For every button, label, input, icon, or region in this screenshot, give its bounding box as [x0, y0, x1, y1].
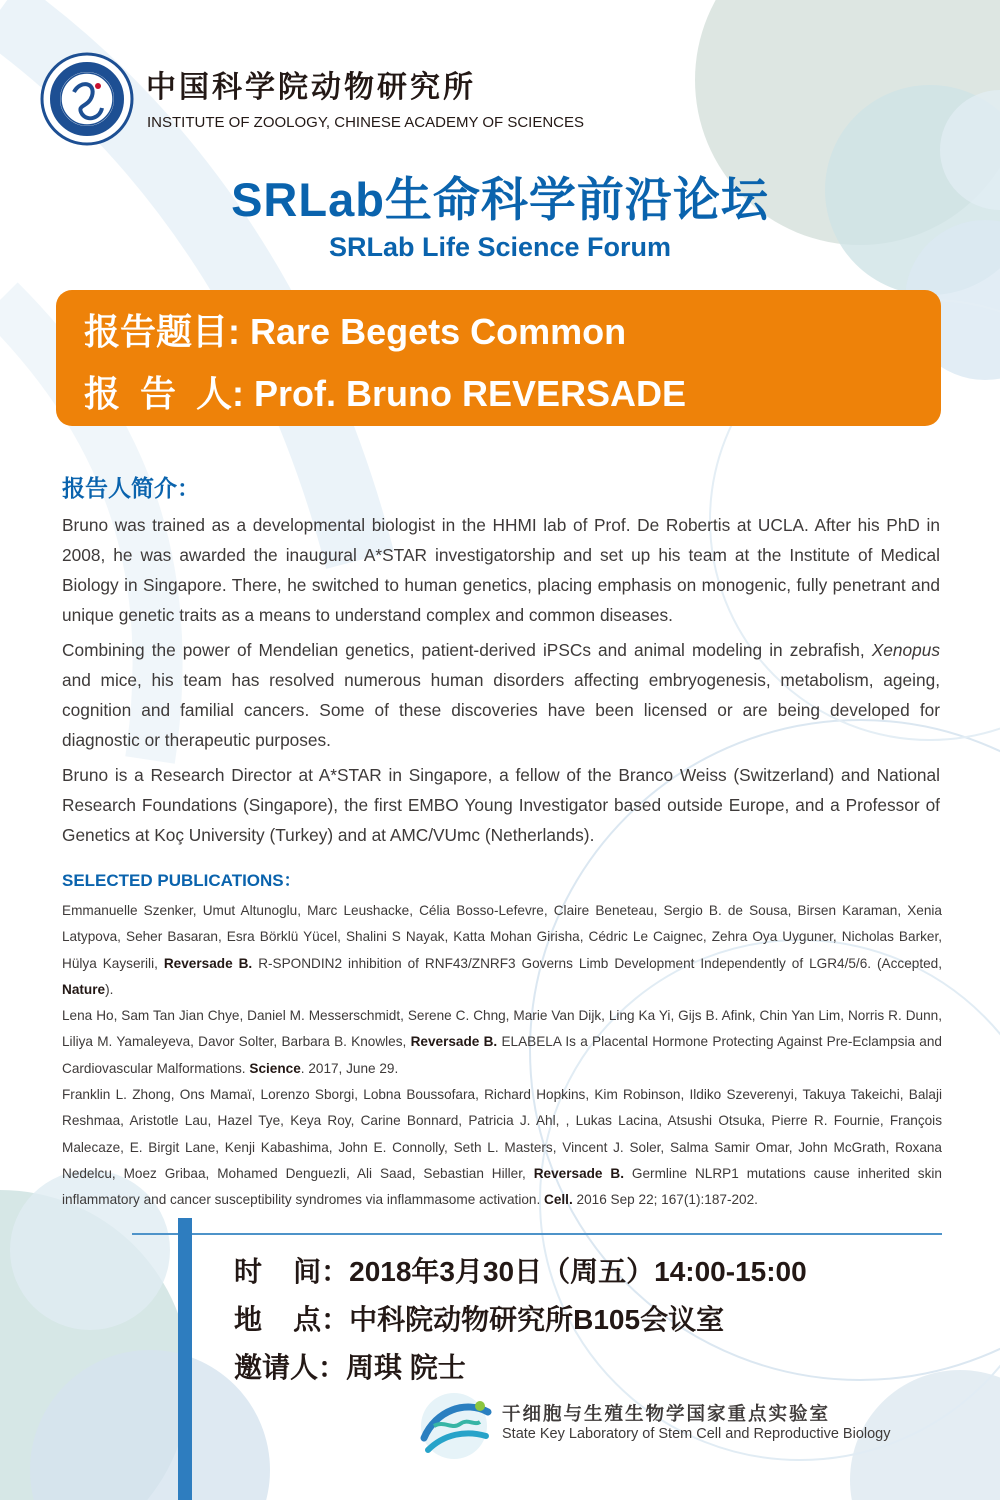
bio-paragraph-3: Bruno is a Research Director at A*STAR in Singapore, a fellow of the Branco Weiss (Switzerland) and National Research Foundations (Singapore), the first EMBO Young Investigator based outside Europe, and a Professor of Genetics at Koç University (Turkey) and at AMC/VUmc (Netherlands). — [62, 765, 940, 845]
publication-authors: Lena Ho, Sam Tan Jian Chye, Daniel M. Messerschmidt, Serene C. Chng, Marie Van Dijk, Ling Ka Yi, Gijs B. Afink, Chin Yan Lim, Norris R. Dunn, Liliya M. Yamaleyeva, Davor Solter, Barbara B. Knowles, — [62, 1008, 942, 1050]
publication-highlight-author: Reversade B. — [163, 955, 253, 971]
bio-paragraph-1: Bruno was trained as a developmental biologist in the HHMI lab of Prof. De Robertis at UCLA. After his PhD in 2008, he was awarded the inaugural A*STAR investigatorship and set up his team at the Institute of Medical Biology in Singapore. There, he switched to human genetics, placing emphasis on monogenic, fully penetrant and unique genetic traits as a means to understand complex and common diseases. — [62, 515, 940, 625]
event-place-row — [234, 1298, 724, 1338]
publication-title: ELABELA Is a Placental Hormone Protecting Against Pre-Eclampsia and Cardiovascular Malformations. — [62, 1034, 942, 1076]
event-time-label: 时 间： — [234, 1256, 350, 1287]
forum-title-cn: SRLab生命科学前沿论坛 — [231, 173, 769, 226]
institute-name-cn: 中国科学院动物研究所 — [146, 70, 476, 105]
bio-section — [62, 510, 940, 855]
publication-journal: Science — [249, 1060, 301, 1076]
publication-journal: Nature — [62, 981, 106, 997]
event-host-row — [234, 1346, 466, 1386]
publication-item — [62, 1003, 942, 1082]
talk-title-label: 报告题目: — [84, 311, 240, 352]
speaker-label: 报 告 人: — [84, 373, 244, 414]
event-host-label: 邀请人： — [234, 1352, 347, 1383]
publications-heading: SELECTED PUBLICATIONS： — [62, 871, 301, 890]
institute-name-en: INSTITUTE OF ZOOLOGY, CHINESE ACADEMY OF SCIENCES — [147, 114, 585, 131]
forum-title-en: SRLab Life Science Forum — [328, 232, 672, 262]
talk-banner — [56, 290, 941, 426]
lab-name-cn: 干细胞与生殖生物学国家重点实验室 — [502, 1404, 831, 1425]
bio-paragraph-2-start: Combining the power of Mendelian genetics, patient-derived iPSCs and animal modeling in zebrafish, — [62, 640, 865, 660]
speaker-name: Prof. Bruno REVERSADE — [254, 373, 687, 414]
bio-paragraph-2-end: and mice, his team has resolved numerous human disorders affecting embryogenesis, metabolism, ageing, cognition and familial cancers. Some of these discoveries have been licensed or are being developed for diagnostic or therapeutic purposes. — [62, 670, 940, 750]
event-time: 2018年3月30日（周五）14:00-15:00 — [349, 1256, 807, 1287]
event-time-row — [234, 1250, 807, 1290]
bio-heading: 报告人简介： — [62, 475, 200, 501]
publication-title: R-SPONDIN2 inhibition of RNF43/ZNRF3 Governs Limb Development Independently of LGR4/5/6. (Accepted, — [258, 955, 942, 971]
speaker-line — [84, 366, 686, 417]
event-host: 周琪 院士 — [346, 1352, 466, 1383]
publication-authors: Franklin L. Zhong, Ons Mamaï, Lorenzo Sborgi, Lobna Boussofara, Richard Hopkins, Kim Robinson, Ildiko Szeverenyi, Takuya Takeichi, Balaji Reshmaa, Aristotle Lau, Hazel Tye, Keya Roy, Carine Bonnard, Patricia J. Ahl, , Lukas Lacina, Atsushi Otsuka, Pierre R. Fournie, François Malecaze, E. Birgit Lane, Kenji Kabashima, John E. Connolly, Seth L. Masters, Vincent J. Soler, Salma Samir Omar, John McGrath, Roxana Nedelcu, Moez Gribaa, Mohamed Denguezli, Ali Saad, Sebastian Hiller, — [62, 1087, 942, 1181]
talk-title: Rare Begets Common — [250, 311, 627, 352]
publications-list — [62, 898, 942, 1214]
bio-paragraph-2-italic: Xenopus — [871, 640, 940, 660]
publication-authors: Emmanuelle Szenker, Umut Altunoglu, Marc Leushacke, Célia Bosso-Lefevre, Claire Beneteau, Sergio B. de Sousa, Birsen Karaman, Xenia Latypova, Seher Basaran, Esra Börklü Yücel, Shalini S Nayak, Katta Mohan Girisha, Cédric Le Caignec, Zehra Oya Uyguner, Nicholas Barker, Hülya Kayserili, — [62, 903, 942, 971]
publication-title: Germline NLRP1 mutations cause inherited skin inflammatory and cancer susceptibility syndromes via inflammasome activation. — [62, 1165, 942, 1208]
lab-name-en: State Key Laboratory of Stem Cell and Reproductive Biology — [502, 1426, 891, 1442]
publication-tail: . 2017, June 29. — [300, 1060, 399, 1076]
accent-bar — [178, 1218, 192, 1500]
publication-tail: ). — [105, 981, 114, 997]
section-divider — [132, 1233, 942, 1235]
state-key-lab-logo — [414, 1390, 498, 1462]
event-place: 中科院动物研究所B105会议室 — [349, 1304, 725, 1335]
publication-tail: 2016 Sep 22; 167(1):187-202. — [576, 1192, 758, 1208]
publication-item — [62, 1082, 942, 1213]
event-place-label: 地 点： — [234, 1304, 350, 1335]
talk-title-line — [84, 304, 626, 355]
publication-highlight-author: Reversade B. — [410, 1034, 498, 1050]
publication-highlight-author: Reversade B. — [533, 1165, 624, 1181]
bio-paragraph-2 — [62, 635, 940, 755]
publication-item — [62, 898, 942, 1003]
publication-journal: Cell. — [544, 1192, 573, 1208]
institute-seal-logo — [40, 52, 134, 146]
